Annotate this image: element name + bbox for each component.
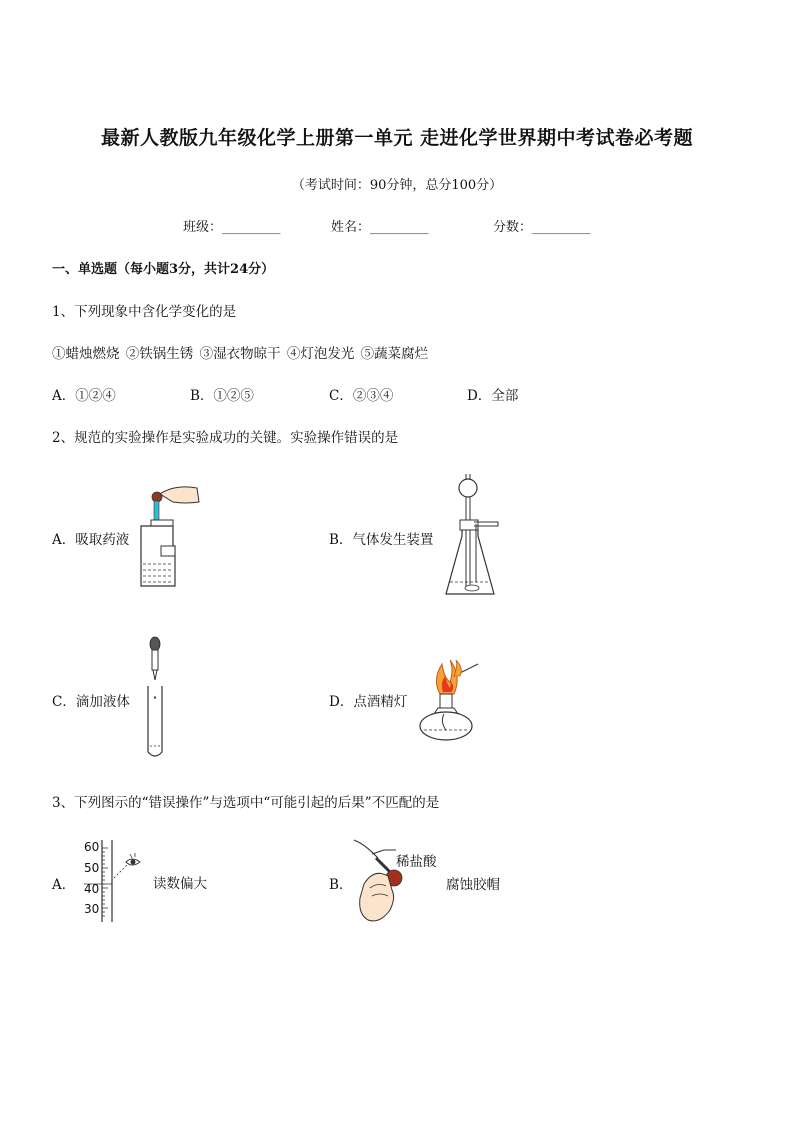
exam-title: 最新人教版九年级化学上册第一单元 走进化学世界期中考试卷必考题 (100, 127, 694, 149)
reagent-label: 稀盐酸 (396, 854, 437, 870)
q2-option-d: D．点酒精灯 (329, 694, 408, 710)
question-3-stem: 3、下列图示的“错误操作”与选项中“可能引起的后果”不匹配的是 (52, 795, 440, 811)
question-2-stem: 2、规范的实验操作是实验成功的关键。实验操作错误的是 (52, 430, 399, 446)
q3-option-b-label: B． (329, 877, 353, 893)
q3-option-a-label: A． (52, 877, 76, 893)
q2-option-c: C．滴加液体 (52, 694, 130, 710)
question-1-items: ①蜡烛燃烧 ②铁锅生锈 ③湿衣物晾干 ④灯泡发光 ⑤蔬菜腐烂 (52, 346, 429, 362)
dropping-liquid-illustration (140, 636, 170, 760)
q1-option-b: B．①②⑤ (190, 388, 254, 404)
score-field: 分数：_________ (493, 220, 591, 235)
q1-option-c: C．②③④ (329, 388, 394, 404)
exam-subtitle: （考试时间：90分钟，总分100分） (291, 178, 503, 193)
section-heading: 一、单选题（每小题3分，共计24分） (52, 262, 275, 277)
q3-option-b-consequence: 腐蚀胶帽 (446, 877, 500, 893)
tick-label-60: 60 (84, 840, 100, 854)
q2-option-b: B．气体发生装置 (329, 532, 434, 548)
q2-option-a: A．吸取药液 (52, 532, 130, 548)
q3-option-a-consequence: 读数偏大 (153, 876, 207, 892)
class-field: 班级：_________ (183, 220, 281, 235)
tick-label-50: 50 (84, 861, 100, 875)
gas-generator-illustration (440, 470, 500, 600)
alcohol-lamp-illustration (410, 656, 482, 746)
tick-label-30: 30 (84, 902, 100, 916)
name-field: 姓名：_________ (331, 220, 429, 235)
question-1-stem: 1、下列现象中含化学变化的是 (52, 304, 237, 320)
tick-label-40: 40 (84, 882, 100, 896)
q1-option-a: A．①②④ (52, 388, 116, 404)
q1-option-d: D．全部 (467, 388, 519, 404)
dropper-bottle-illustration (135, 480, 205, 592)
